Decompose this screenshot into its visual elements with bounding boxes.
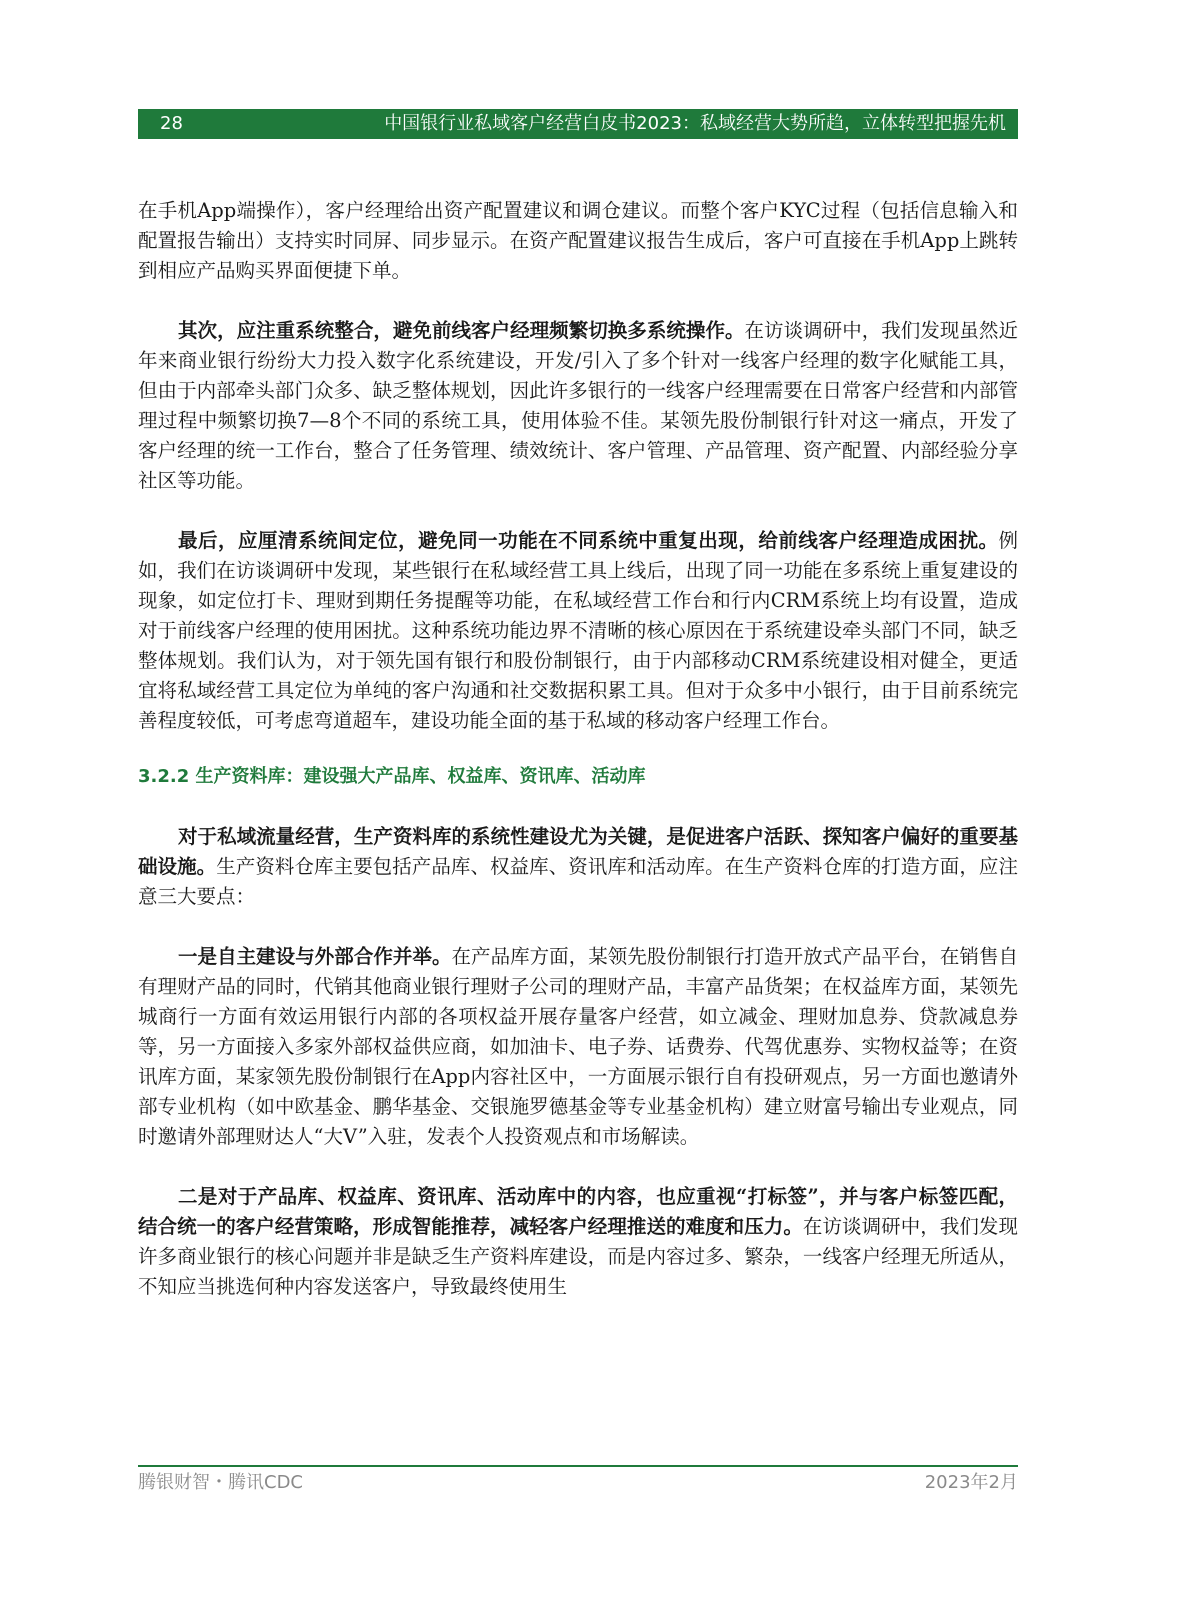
paragraph-lead: 一是自主建设与外部合作并举。 <box>178 945 452 968</box>
paragraph-point-two <box>138 1182 1018 1302</box>
paragraph-lead: 最后，应厘清系统间定位，避免同一功能在不同系统中重复出现，给前线客户经理造成困扰。 <box>178 529 999 552</box>
paragraph-point-one <box>138 942 1018 1152</box>
paragraph-system-integration <box>138 316 1018 496</box>
footer-divider <box>138 1465 1018 1467</box>
paragraph-lead: 二是对于产品库、权益库、资讯库、活动库中的内容，也应重视“打标签”，并与客户标签匹配，结合统一的客户经营策略，形成智能推荐，减轻客户经理推送的难度和压力。 <box>138 1185 1018 1238</box>
page-header-bar <box>138 109 1018 139</box>
paragraph-text: 在手机App端操作），客户经理给出资产配置建议和调仓建议。而整个客户KYC过程（包括信息输入和配置报告输出）支持实时同屏、同步显示。在资产配置建议报告生成后，客户可直接在手机App上跳转到相应产品购买界面便捷下单。 <box>138 199 1018 282</box>
paragraph-lead: 对于私域流量经营，生产资料库的系统性建设尤为关键，是促进客户活跃、探知客户偏好的重要基础设施。 <box>138 825 1018 878</box>
paragraph-text: 生产资料仓库主要包括产品库、权益库、资讯库和活动库。在生产资料仓库的打造方面，应注意三大要点： <box>138 855 1018 908</box>
footer-publisher: 腾银财智・腾讯CDC <box>138 1472 303 1493</box>
paragraph-resource-library <box>138 822 1018 912</box>
paragraph-text: 在产品库方面，某领先股份制银行打造开放式产品平台，在销售自有理财产品的同时，代销其他商业银行理财子公司的理财产品，丰富产品货架；在权益库方面，某领先城商行一方面有效运用银行内部的各项权益开展存量客户经营，如立减金、理财加息券、贷款减息券等，另一方面接入多家外部权益供应商，如加油卡、电子券、话费券、代驾优惠券、实物权益等；在资讯库方面，某家领先股份制银行在App内容社区中，一方面展示银行自有投研观点，另一方面也邀请外部专业机构（如中欧基金、鹏华基金、交银施罗德基金等专业基金机构）建立财富号输出专业观点，同时邀请外部理财达人“大V”入驻，发表个人投资观点和市场解读。 <box>138 945 1018 1148</box>
document-title: 中国银行业私域客户经营白皮书2023：私域经营大势所趋，立体转型把握先机 <box>384 113 1006 134</box>
paragraph-text: 例如，我们在访谈调研中发现，某些银行在私域经营工具上线后，出现了同一功能在多系统上重复建设的现象，如定位打卡、理财到期任务提醒等功能，在私域经营工作台和行内CRM系统上均有设置，造成对于前线客户经理的使用困扰。这种系统功能边界不清晰的核心原因在于系统建设牵头部门不同，缺乏整体规划。我们认为，对于领先国有银行和股份制银行，由于内部移动CRM系统建设相对健全，更适宜将私域经营工具定位为单纯的客户沟通和社交数据积累工具。但对于众多中小银行，由于目前系统完善程度较低，可考虑弯道超车，建设功能全面的基于私域的移动客户经理工作台。 <box>138 529 1018 732</box>
paragraph-continuation <box>138 196 1018 286</box>
paragraph-text: 在访谈调研中，我们发现许多商业银行的核心问题并非是缺乏生产资料库建设，而是内容过多、繁杂，一线客户经理无所适从，不知应当挑选何种内容发送客户，导致最终使用生 <box>138 1215 1018 1298</box>
page-number: 28 <box>160 113 183 134</box>
paragraph-lead: 其次，应注重系统整合，避免前线客户经理频繁切换多系统操作。 <box>178 319 745 342</box>
paragraph-system-positioning <box>138 526 1018 736</box>
footer-date: 2023年2月 <box>924 1472 1018 1493</box>
page-body <box>138 196 1018 1302</box>
section-heading: 3.2.2 生产资料库：建设强大产品库、权益库、资讯库、活动库 <box>138 766 646 787</box>
paragraph-text: 在访谈调研中，我们发现虽然近年来商业银行纷纷大力投入数字化系统建设，开发/引入了多个针对一线客户经理的数字化赋能工具，但由于内部牵头部门众多、缺乏整体规划，因此许多银行的一线客户经理需要在日常客户经营和内部管理过程中频繁切换7—8个不同的系统工具，使用体验不佳。某领先股份制银行针对这一痛点，开发了客户经理的统一工作台，整合了任务管理、绩效统计、客户管理、产品管理、资产配置、内部经验分享社区等功能。 <box>138 319 1018 492</box>
